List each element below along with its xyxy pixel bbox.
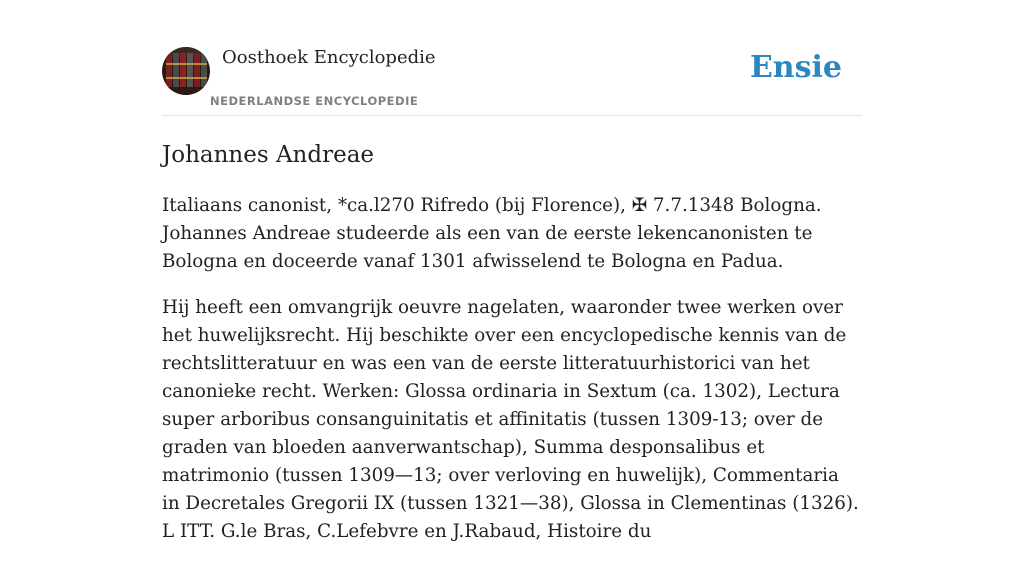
article-paragraph: Hij heeft een omvangrijk oeuvre nagelaten, waaronder twee werken over het huwelijksrecht. Hij beschikte over een encyclopedische kennis van de rechtslitteratuur en was een van de eerste litteratuurhistorici van het canonieke recht. Werken: Glossa ordinaria in Sextum (ca. 1302), Lectura super arboribus consanguinitatis et affinitatis (tussen 1309-13; over de graden van bloeden aanverwantschap), Summa desponsalibus et matrimonio (tussen 1309—13; over verloving en huwelijk), Commentaria in Decretales Gregorii IX (tussen 1321—38), Glossa in Clementinas (1326). L ITT. G.le Bras, C.Lefebvre en J.Rabaud, Histoire du bbox=[162, 297, 859, 542]
site-header bbox=[162, 46, 862, 116]
site-title[interactable]: Oosthoek Encyclopedie bbox=[222, 47, 436, 68]
article-title: Johannes Andreae bbox=[162, 142, 375, 168]
site-subtitle: NEDERLANDSE ENCYCLOPEDIE bbox=[210, 94, 419, 108]
header-divider bbox=[162, 115, 862, 116]
brand-logo[interactable]: Ensie bbox=[749, 50, 842, 85]
article-body bbox=[162, 192, 862, 564]
article-paragraph: Italiaans canonist, *ca.l270 Rifredo (bij Florence), ✠ 7.7.1348 Bologna. Johannes Andreae studeerde als een van de eerste lekencanonisten te Bologna en doceerde vanaf 1301 afwisselend te Bologna en Padua. bbox=[162, 195, 822, 272]
book-spines-icon[interactable] bbox=[162, 47, 210, 95]
